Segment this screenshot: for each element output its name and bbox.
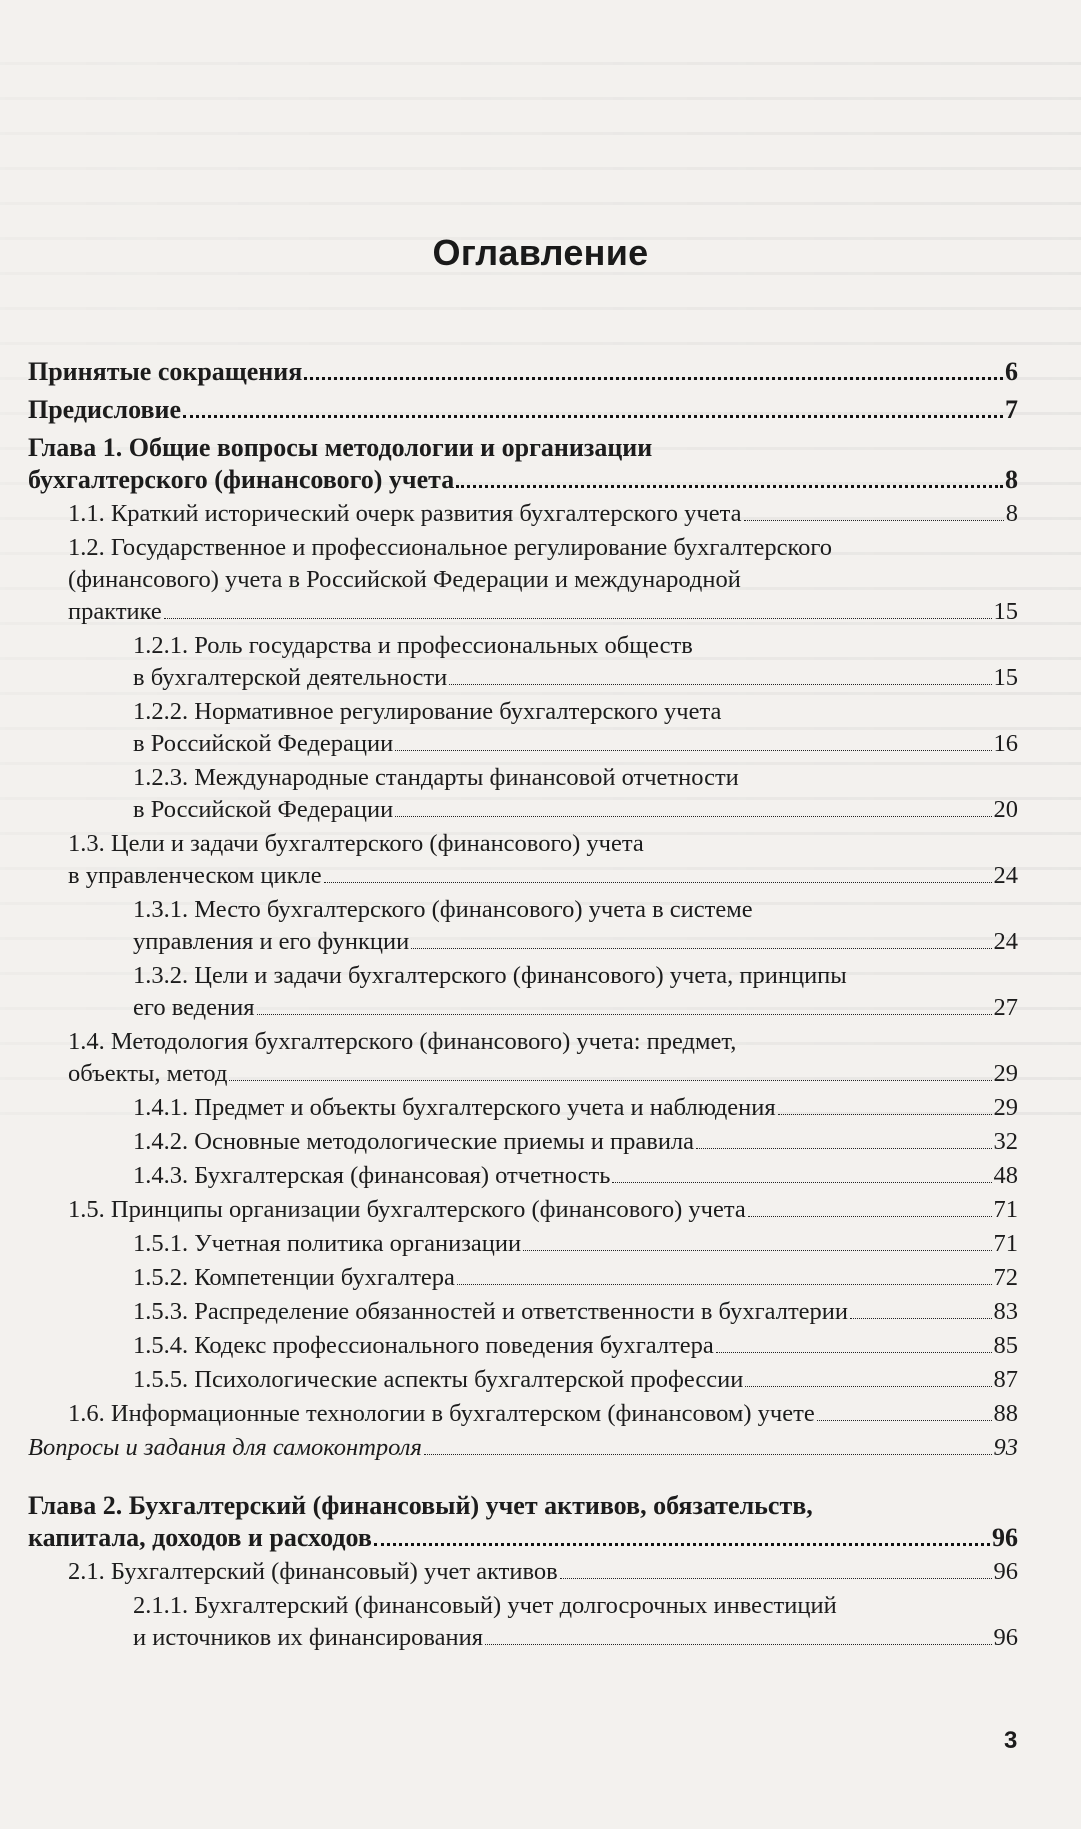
toc-entry	[28, 1194, 1018, 1226]
toc-entry-title: 1.5.5. Психологические аспекты бухгалтерской профессии	[133, 1366, 744, 1393]
toc-entry-title: Принятые сокращения	[28, 357, 303, 386]
toc-entry-title: капитала, доходов и расходов	[28, 1523, 372, 1552]
toc-entry-page: 24	[993, 862, 1018, 889]
dot-leader	[817, 1420, 992, 1421]
toc-entry	[28, 1126, 1018, 1158]
dot-leader	[183, 415, 1003, 418]
toc-entry	[28, 1026, 1018, 1090]
toc-entry	[28, 762, 1018, 826]
toc-entry-last-line	[28, 464, 1018, 496]
table-of-contents	[28, 350, 1018, 1654]
toc-entry	[28, 1590, 1018, 1654]
toc-entry-line: (финансового) учета в Российской Федерации и международной	[68, 566, 741, 593]
toc-entry-title: 1.5. Принципы организации бухгалтерского (финансового) учета	[68, 1196, 746, 1223]
toc-entry-title: 1.5.1. Учетная политика организации	[133, 1230, 522, 1257]
toc-entry	[28, 1556, 1018, 1588]
toc-entry-page: 71	[993, 1196, 1018, 1223]
toc-entry-last-line	[133, 1622, 1018, 1654]
toc-entry-title: 1.4.1. Предмет и объекты бухгалтерского учета и наблюдения	[133, 1094, 776, 1121]
toc-entry-last-line	[133, 1160, 1018, 1192]
toc-entry	[28, 1330, 1018, 1362]
toc-entry-title: практике	[68, 598, 162, 625]
toc-entry	[28, 696, 1018, 760]
toc-entry-title: 1.5.4. Кодекс профессионального поведения бухгалтера	[133, 1332, 714, 1359]
toc-entry-page: 29	[993, 1094, 1018, 1121]
toc-entry	[28, 894, 1018, 958]
toc-entry-line: 1.3. Цели и задачи бухгалтерского (финансового) учета	[68, 830, 644, 857]
toc-entry-page: 7	[1005, 395, 1018, 424]
dot-leader	[696, 1148, 991, 1149]
toc-entry-page: 15	[993, 598, 1018, 625]
dot-leader	[374, 1543, 990, 1546]
toc-entry	[28, 630, 1018, 694]
toc-entry-title: управления и его функции	[133, 928, 410, 955]
toc-entry-last-line	[68, 1398, 1018, 1430]
toc-entry-line: 1.2.3. Международные стандарты финансовой отчетности	[133, 764, 739, 791]
dot-leader	[748, 1216, 992, 1217]
toc-entry-last-line	[133, 992, 1018, 1024]
toc-entry-page: 87	[993, 1366, 1018, 1393]
toc-entry-last-line	[133, 1228, 1018, 1260]
toc-entry-page: 24	[993, 928, 1018, 955]
toc-entry	[28, 498, 1018, 530]
toc-entry-title: 1.5.3. Распределение обязанностей и ответственности в бухгалтерии	[133, 1298, 848, 1325]
toc-entry-last-line	[133, 1126, 1018, 1158]
toc-entry-title: в бухгалтерской деятельности	[133, 664, 448, 691]
dot-leader	[229, 1080, 991, 1081]
dot-leader	[257, 1014, 992, 1015]
toc-entry-line: Глава 2. Бухгалтерский (финансовый) учет активов, обязательств,	[28, 1491, 813, 1520]
toc-entry-title: его ведения	[133, 994, 255, 1021]
toc-entry-page: 93	[993, 1434, 1018, 1461]
toc-entry-page: 8	[1005, 500, 1018, 527]
toc-entry-page: 48	[993, 1162, 1018, 1189]
dot-leader	[424, 1454, 992, 1455]
dot-leader	[457, 1284, 992, 1285]
toc-entry-page: 16	[993, 730, 1018, 757]
toc-entry-page: 32	[993, 1128, 1018, 1155]
dot-leader	[411, 948, 991, 949]
toc-entry-last-line	[133, 1262, 1018, 1294]
toc-entry-title: и источников их финансирования	[133, 1624, 484, 1651]
toc-entry-title: 1.1. Краткий исторический очерк развития бухгалтерского учета	[68, 500, 742, 527]
toc-entry-page: 15	[993, 664, 1018, 691]
dot-leader	[716, 1352, 992, 1353]
toc-entry-title: в управленческом цикле	[68, 862, 322, 889]
toc-entry	[28, 532, 1018, 628]
toc-entry	[28, 1364, 1018, 1396]
toc-entry-line: Глава 1. Общие вопросы методологии и организации	[28, 433, 653, 462]
toc-entry-last-line	[133, 662, 1018, 694]
toc-entry-last-line	[28, 1522, 1018, 1554]
toc-entry-last-line	[133, 1330, 1018, 1362]
toc-entry-page: 96	[992, 1523, 1018, 1552]
dot-leader	[449, 684, 991, 685]
toc-entry	[28, 432, 1018, 496]
toc-entry	[28, 1228, 1018, 1260]
toc-entry-last-line	[28, 1432, 1018, 1464]
toc-entry-line: 1.2.1. Роль государства и профессиональных обществ	[133, 632, 693, 659]
toc-entry-page: 29	[993, 1060, 1018, 1087]
toc-entry	[28, 1490, 1018, 1554]
toc-entry-last-line	[68, 860, 1018, 892]
toc-entry-title: бухгалтерского (финансового) учета	[28, 465, 455, 494]
dot-leader	[324, 882, 992, 883]
toc-entry-line: 1.3.2. Цели и задачи бухгалтерского (финансового) учета, принципы	[133, 962, 847, 989]
toc-entry-title: Предисловие	[28, 395, 182, 424]
dot-leader	[395, 750, 991, 751]
toc-entry-last-line	[133, 794, 1018, 826]
toc-entry-last-line	[68, 1194, 1018, 1226]
toc-entry-title: 1.4.2. Основные методологические приемы и правила	[133, 1128, 695, 1155]
toc-entry-last-line	[68, 1556, 1018, 1588]
toc-entry-page: 8	[1005, 465, 1018, 494]
toc-entry-last-line	[133, 728, 1018, 760]
toc-entry-title: 1.4.3. Бухгалтерская (финансовая) отчетность	[133, 1162, 611, 1189]
toc-entry-line: 1.2. Государственное и профессиональное регулирование бухгалтерского	[68, 534, 833, 561]
toc-entry-title: в Российской Федерации	[133, 730, 394, 757]
toc-entry-last-line	[133, 1092, 1018, 1124]
toc-entry-page: 6	[1005, 357, 1018, 386]
toc-entry-last-line	[133, 926, 1018, 958]
toc-entry	[28, 1398, 1018, 1430]
dot-leader	[560, 1578, 992, 1579]
dot-leader	[395, 816, 991, 817]
toc-entry-last-line	[133, 1296, 1018, 1328]
toc-entry-line: 2.1.1. Бухгалтерский (финансовый) учет долгосрочных инвестиций	[133, 1592, 837, 1619]
toc-entry-page: 85	[993, 1332, 1018, 1359]
toc-entry	[28, 1296, 1018, 1328]
dot-leader	[612, 1182, 991, 1183]
toc-entry-page: 72	[993, 1264, 1018, 1291]
toc-entry	[28, 1432, 1018, 1464]
dot-leader	[456, 485, 1003, 488]
dot-leader	[850, 1318, 992, 1319]
toc-entry-last-line	[68, 498, 1018, 530]
toc-entry	[28, 960, 1018, 1024]
dot-leader	[304, 377, 1003, 380]
toc-entry	[28, 828, 1018, 892]
toc-entry-line: 1.2.2. Нормативное регулирование бухгалтерского учета	[133, 698, 722, 725]
dot-leader	[164, 618, 992, 619]
page-number: 3	[1004, 1727, 1018, 1754]
toc-entry-line: 1.4. Методология бухгалтерского (финансового) учета: предмет,	[68, 1028, 737, 1055]
toc-entry-page: 20	[993, 796, 1018, 823]
toc-entry-page: 83	[993, 1298, 1018, 1325]
toc-entry	[28, 356, 1018, 388]
toc-entry-title: 2.1. Бухгалтерский (финансовый) учет активов	[68, 1558, 558, 1585]
toc-entry-title: 1.5.2. Компетенции бухгалтера	[133, 1264, 455, 1291]
toc-entry-last-line	[28, 394, 1018, 426]
toc-entry-title: 1.6. Информационные технологии в бухгалтерском (финансовом) учете	[68, 1400, 815, 1427]
page-title: Оглавление	[432, 232, 649, 273]
dot-leader	[485, 1644, 991, 1645]
toc-entry-title: в Российской Федерации	[133, 796, 394, 823]
dot-leader	[745, 1386, 991, 1387]
toc-entry-page: 96	[993, 1558, 1018, 1585]
toc-entry	[28, 1262, 1018, 1294]
toc-entry-last-line	[68, 596, 1018, 628]
toc-entry-title: Вопросы и задания для самоконтроля	[28, 1434, 422, 1461]
toc-entry-page: 27	[993, 994, 1018, 1021]
dot-leader	[523, 1250, 991, 1251]
toc-entry-last-line	[133, 1364, 1018, 1396]
toc-entry-last-line	[68, 1058, 1018, 1090]
dot-leader	[778, 1114, 992, 1115]
toc-entry-last-line	[28, 356, 1018, 388]
toc-entry	[28, 1092, 1018, 1124]
toc-entry-page: 96	[993, 1624, 1018, 1651]
toc-entry-page: 88	[993, 1400, 1018, 1427]
toc-entry-title: объекты, метод	[68, 1060, 228, 1087]
toc-entry-line: 1.3.1. Место бухгалтерского (финансового) учета в системе	[133, 896, 753, 923]
toc-entry	[28, 394, 1018, 426]
dot-leader	[744, 520, 1004, 521]
toc-entry	[28, 1160, 1018, 1192]
toc-entry-page: 71	[993, 1230, 1018, 1257]
